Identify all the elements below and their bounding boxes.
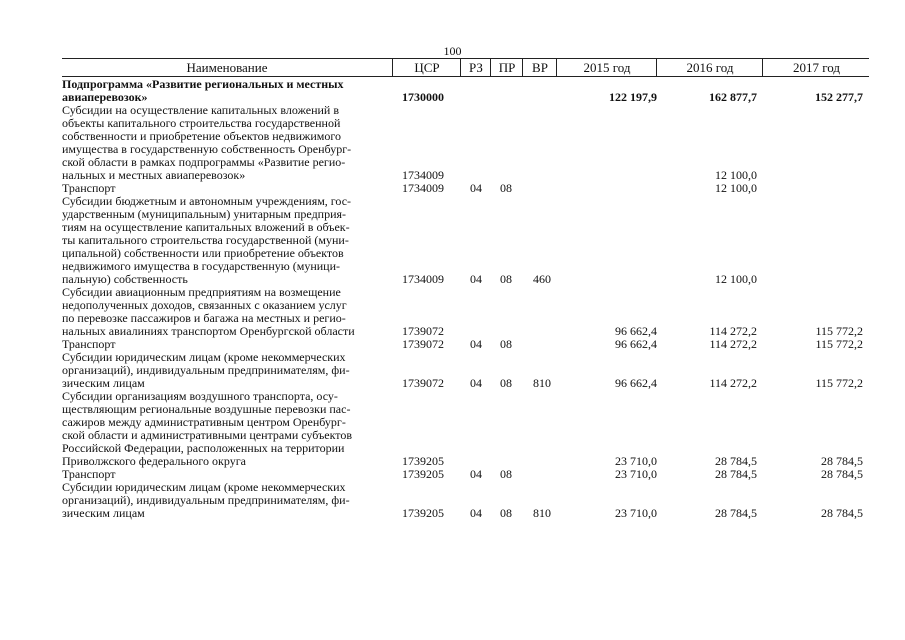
cell-rz: 04: [470, 181, 482, 195]
cell-pr: 08: [500, 506, 512, 520]
row-name-line: авиаперевозок»: [62, 90, 148, 104]
row-name: [62, 390, 392, 468]
cell-y2015: 96 662,4: [615, 337, 657, 351]
row-name-line: Транспорт: [62, 181, 116, 195]
row-name-line: Подпрограмма «Развитие региональных и местных: [62, 77, 344, 91]
row-name-line: нальных и местных авиаперевозок»: [62, 168, 246, 182]
table-row: [62, 195, 869, 286]
row-name-line: Субсидии юридическим лицам (кроме некоммерческих: [62, 480, 346, 494]
cell-csr: 1734009: [402, 272, 444, 286]
cell-csr: 1730000: [402, 90, 444, 104]
header-2017: 2017 год: [762, 59, 870, 76]
cell-rz: 04: [470, 337, 482, 351]
cell-y2016: 28 784,5: [715, 454, 757, 468]
cell-y2016: 28 784,5: [715, 506, 757, 520]
header-vr: ВР: [522, 59, 557, 76]
cell-y2016: 114 272,2: [709, 337, 757, 351]
row-name-line: Субсидии организациям воздушного транспорта, осу-: [62, 389, 338, 403]
page-number: 100: [443, 44, 462, 58]
row-name-line: Субсидии юридическим лицам (кроме некоммерческих: [62, 350, 346, 364]
table-row: [62, 351, 869, 390]
row-name-line: нальных авиалиниях транспортом Оренбургской области: [62, 324, 355, 338]
row-name-line: сажиров между административным центром Оренбург-: [62, 415, 346, 429]
table-row: [62, 104, 869, 182]
cell-y2016: 12 100,0: [715, 272, 757, 286]
cell-y2015: 96 662,4: [615, 376, 657, 390]
table-row: [62, 390, 869, 468]
row-name-line: имущества в государственную собственность Оренбург-: [62, 142, 352, 156]
cell-pr: 08: [500, 376, 512, 390]
cell-y2015: 96 662,4: [615, 324, 657, 338]
header-csr: ЦСР: [392, 59, 461, 76]
cell-y2017: 28 784,5: [821, 467, 863, 481]
cell-csr: 1734009: [402, 181, 444, 195]
row-name-line: по перевозке пассажиров и багажа на местных и регио-: [62, 311, 346, 325]
row-name-line: Транспорт: [62, 337, 116, 351]
cell-vr: 810: [533, 506, 551, 520]
cell-y2017: 28 784,5: [821, 506, 863, 520]
cell-vr: 810: [533, 376, 551, 390]
cell-y2016: 12 100,0: [715, 168, 757, 182]
row-name-line: тиям на осуществление капитальных вложений в объек-: [62, 220, 350, 234]
cell-y2016: 28 784,5: [715, 467, 757, 481]
cell-csr: 1734009: [402, 168, 444, 182]
table-row: [62, 481, 869, 520]
row-name-line: ты капитального строительства государственной (муни-: [62, 233, 349, 247]
row-name-line: собственности и приобретение объектов недвижимого: [62, 129, 341, 143]
row-name-line: зическим лицам: [62, 506, 145, 520]
row-name: [62, 481, 392, 520]
row-name-line: Субсидии авиационным предприятиям на возмещение: [62, 285, 341, 299]
table-row: [62, 78, 869, 104]
row-name-line: Российской Федерации, расположенных на территории: [62, 441, 345, 455]
row-name-line: недополученных доходов, связанных с оказанием услуг: [62, 298, 347, 312]
row-name-line: Транспорт: [62, 467, 116, 481]
header-name: Наименование: [186, 60, 268, 75]
row-name: [62, 286, 392, 338]
cell-rz: 04: [470, 467, 482, 481]
cell-csr: 1739072: [402, 376, 444, 390]
row-name: [62, 104, 392, 182]
row-name-line: организаций), индивидуальным предпринимателям, фи-: [62, 493, 350, 507]
row-name-line: ской области и административными центрами субъектов: [62, 428, 353, 442]
cell-pr: 08: [500, 272, 512, 286]
cell-y2015: 122 197,9: [609, 90, 657, 104]
cell-rz: 04: [470, 376, 482, 390]
table-body: [62, 78, 869, 520]
header-2015: 2015 год: [556, 59, 657, 76]
cell-rz: 04: [470, 272, 482, 286]
cell-y2017: 115 772,2: [815, 376, 863, 390]
row-name-line: Субсидии бюджетным и автономным учреждениям, гос-: [62, 194, 352, 208]
header-rz: РЗ: [460, 59, 491, 76]
table-header: [62, 58, 869, 77]
row-name-line: Субсидии на осуществление капитальных вложений в: [62, 103, 340, 117]
header-2016: 2016 год: [656, 59, 763, 76]
row-name-line: ской области в рамках подпрограммы «Развитие регио-: [62, 155, 346, 169]
header-pr: ПР: [490, 59, 523, 76]
row-name-line: Приволжского федерального округа: [62, 454, 246, 468]
cell-y2015: 23 710,0: [615, 506, 657, 520]
cell-y2017: 115 772,2: [815, 324, 863, 338]
cell-rz: 04: [470, 506, 482, 520]
cell-csr: 1739205: [402, 506, 444, 520]
cell-csr: 1739205: [402, 454, 444, 468]
cell-vr: 460: [533, 272, 551, 286]
row-name-line: пальную) собственность: [62, 272, 188, 286]
cell-y2017: 28 784,5: [821, 454, 863, 468]
cell-y2016: 162 877,7: [709, 90, 757, 104]
row-name-line: ципальной) собственности или приобретение объектов: [62, 246, 344, 260]
row-name-line: ударственным (муниципальным) унитарным предприя-: [62, 207, 347, 221]
row-name-line: зическим лицам: [62, 376, 145, 390]
row-name: [62, 351, 392, 390]
table-row: [62, 286, 869, 338]
row-name: [62, 195, 392, 286]
row-name-line: недвижимого имущества в государственную (муници-: [62, 259, 341, 273]
row-name: [62, 78, 392, 104]
cell-y2016: 12 100,0: [715, 181, 757, 195]
cell-y2015: 23 710,0: [615, 454, 657, 468]
cell-csr: 1739205: [402, 467, 444, 481]
cell-y2015: 23 710,0: [615, 467, 657, 481]
cell-pr: 08: [500, 467, 512, 481]
row-name-line: объекты капитального строительства государственной: [62, 116, 341, 130]
row-name-line: ществляющим региональные воздушные перевозки пас-: [62, 402, 351, 416]
cell-y2017: 152 277,7: [815, 90, 863, 104]
cell-y2016: 114 272,2: [709, 324, 757, 338]
row-name-line: организаций), индивидуальным предпринимателям, фи-: [62, 363, 350, 377]
cell-csr: 1739072: [402, 337, 444, 351]
cell-y2016: 114 272,2: [709, 376, 757, 390]
cell-y2017: 115 772,2: [815, 337, 863, 351]
cell-csr: 1739072: [402, 324, 444, 338]
cell-pr: 08: [500, 181, 512, 195]
cell-pr: 08: [500, 337, 512, 351]
